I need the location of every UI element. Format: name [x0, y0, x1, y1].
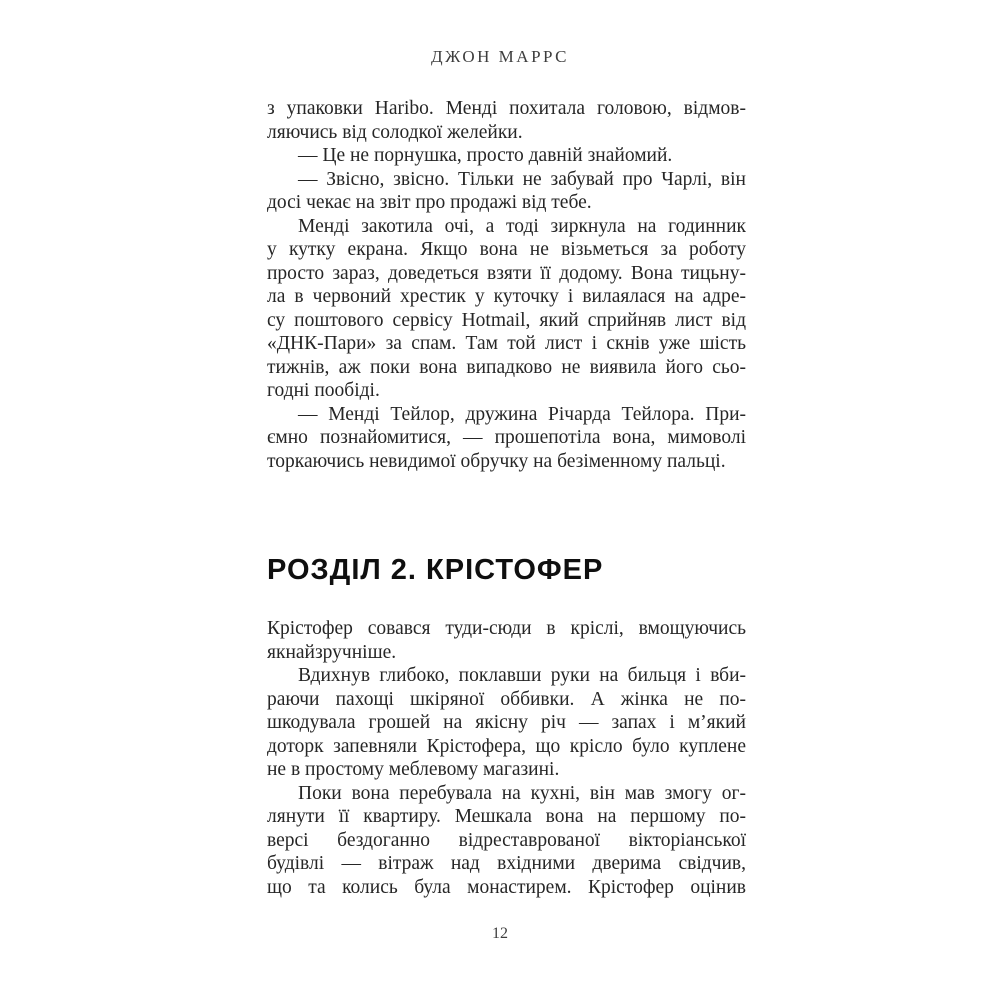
text-line: Поки вона перебувала на кухні, він мав змогу ог- [298, 782, 746, 804]
text-line: якнайзручніше. [267, 641, 397, 663]
text-line: — Це не порнушка, просто давній знайомий. [298, 145, 673, 166]
text-line: раючи пахощі шкіряної оббивки. А жінка не по- [267, 688, 746, 710]
body-text-section-1 [267, 97, 746, 473]
text-line: з упаковки Haribo. Менді похитала головою, відмов- [267, 98, 746, 119]
text-line: су поштового сервісу Hotmail, який сприйняв лист від [267, 309, 746, 331]
text-line: годні пообіді. [267, 380, 380, 401]
text-line: шкодувала грошей на якісну річ — запах і м’який [267, 712, 746, 733]
text-line: не в простому меблевому магазині. [267, 759, 560, 780]
body-text-section-2 [267, 617, 746, 899]
text-line: лянути її квартиру. Мешкала вона на першому по- [267, 806, 746, 827]
running-header: ДЖОН МАРРС [430, 47, 570, 66]
text-line: ляючись від солодкої желейки. [267, 121, 523, 143]
text-line: версі бездоганно відреставрованої вікторіанської [267, 829, 746, 851]
text-line: просто зараз, доведеться взяти її додому. Вона тицьну- [267, 262, 746, 284]
text-line: ла в червоний хрестик у куточку і вилаялася на адре- [267, 286, 746, 307]
text-line: у кутку екрана. Якщо вона не візьметься за роботу [267, 239, 746, 260]
text-line: досі чекає на звіт про продажі від тебе. [267, 192, 592, 213]
text-line: «ДНК-Пари» за спам. Там той лист і скнів уже шість [267, 333, 746, 354]
text-line: що та колись була монастирем. Крістофер оцінив [267, 876, 746, 898]
text-line: будівлі — вітраж над вхідними дверима свідчив, [267, 853, 746, 874]
text-line: Вдихнув глибоко, поклавши руки на бильця і вби- [298, 665, 746, 686]
text-line: ємно познайомитися, — прошепотіла вона, мимоволі [267, 427, 746, 448]
text-line: тижнів, аж поки вона випадково не виявила його сьо- [267, 356, 746, 378]
text-line: торкаючись невидимої обручку на безіменному пальці. [267, 450, 726, 472]
text-line: — Менді Тейлор, дружина Річарда Тейлора. При- [298, 403, 746, 425]
chapter-heading: РОЗДІЛ 2. КРІСТОФЕР [267, 554, 604, 586]
text-line: доторк запевняли Крістофера, що крісло було куплене [267, 735, 746, 757]
text-line: Менді закотила очі, а тоді зиркнула на годинник [298, 215, 746, 237]
text-line: — Звісно, звісно. Тільки не забувай про Чарлі, він [298, 168, 746, 190]
text-line: Крістофер совався туди-сюди в кріслі, вмощуючись [267, 618, 746, 639]
page-number: 12 [492, 925, 508, 942]
